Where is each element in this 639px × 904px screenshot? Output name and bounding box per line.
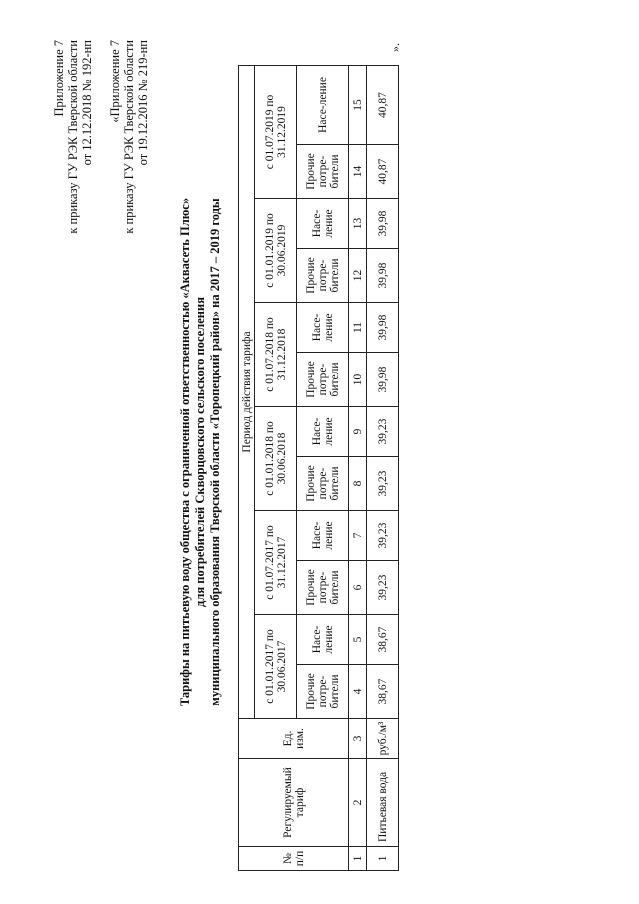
header-population: Насе-ление xyxy=(297,66,349,145)
column-number: 10 xyxy=(349,353,367,407)
column-number: 13 xyxy=(349,199,367,249)
column-number: 6 xyxy=(349,561,367,615)
column-number: 3 xyxy=(349,719,367,759)
header-period-cell: с 01.01.2019 по 30.06.2019 xyxy=(255,199,297,303)
header-other-consumers: Прочие потре-бители xyxy=(297,353,349,407)
tariff-value: 38,67 xyxy=(367,665,399,719)
column-number: 8 xyxy=(349,457,367,511)
tariff-value: 39,98 xyxy=(367,249,399,303)
header-other-consumers: Прочие потре-бители xyxy=(297,457,349,511)
column-number: 14 xyxy=(349,145,367,199)
tariff-value: 39,98 xyxy=(367,199,399,249)
header-period-cell: с 01.01.2018 по 30.06.2018 xyxy=(255,407,297,511)
tariff-value: 39,23 xyxy=(367,407,399,457)
tariff-value: 39,98 xyxy=(367,303,399,353)
appendix-line: Приложение 7 xyxy=(52,40,66,117)
column-number: 15 xyxy=(349,66,367,145)
column-number-row xyxy=(349,66,367,871)
header-population: Насе-ление xyxy=(297,615,349,665)
column-number: 9 xyxy=(349,407,367,457)
appendix-line: к приказу ГУ РЭК Тверской области xyxy=(122,40,136,234)
column-number: 2 xyxy=(349,759,367,847)
appendix-line: к приказу ГУ РЭК Тверской области xyxy=(66,40,80,234)
tariff-value: 39,98 xyxy=(367,353,399,407)
tariff-value: 39,23 xyxy=(367,561,399,615)
closing-quote: ». xyxy=(388,43,402,52)
header-row-1 xyxy=(239,66,255,871)
title-line: муниципального образования Тверской области «Торопецкий район» на 2017 – 2019 годы xyxy=(208,198,222,706)
column-number: 4 xyxy=(349,665,367,719)
header-population: Насе-ление xyxy=(297,511,349,561)
appendix-block-original xyxy=(108,40,150,234)
title-line: Тарифы на питьевую воду общества с ограниченной ответственностью «Аквасеть Плюс» xyxy=(178,197,192,707)
header-period-cell: с 01.07.2017 по 31.12.2017 xyxy=(255,511,297,615)
header-other-consumers: Прочие потре-бители xyxy=(297,249,349,303)
appendix-line: «Приложение 7 xyxy=(108,40,122,123)
column-number: 12 xyxy=(349,249,367,303)
column-number: 7 xyxy=(349,511,367,561)
header-period-cell: с 01.07.2018 по 31.12.2018 xyxy=(255,303,297,407)
tariff-value: 39,23 xyxy=(367,511,399,561)
tariff-value: 40,87 xyxy=(367,66,399,145)
header-period: Период действия тарифа xyxy=(239,66,255,719)
column-number: 1 xyxy=(349,847,367,871)
header-other-consumers: Прочие потре-бители xyxy=(297,145,349,199)
header-period-cell: с 01.01.2017 по 30.06.2017 xyxy=(255,615,297,719)
row-unit: руб./м³ xyxy=(367,719,399,759)
row-tariff-name: Питьевая вода xyxy=(367,759,399,847)
header-unit: Ед. изм. xyxy=(239,719,349,759)
title-line: для потребителей Скворцовского сельского поселения xyxy=(193,297,207,607)
column-number: 11 xyxy=(349,303,367,353)
appendix-line: от 19.12.2016 № 219-нп xyxy=(136,40,150,166)
header-population: Насе-ление xyxy=(297,303,349,353)
header-other-consumers: Прочие потре-бители xyxy=(297,665,349,719)
column-number: 5 xyxy=(349,615,367,665)
header-population: Насе-ление xyxy=(297,407,349,457)
appendix-block-current xyxy=(52,40,94,234)
document-title xyxy=(178,0,223,904)
tariff-value: 38,67 xyxy=(367,615,399,665)
header-other-consumers: Прочие потре-бители xyxy=(297,561,349,615)
row-number: 1 xyxy=(367,847,399,871)
appendix-line: от 12.12.2018 № 192-нп xyxy=(80,40,94,166)
tariff-table xyxy=(238,65,399,871)
header-number: № п/п xyxy=(239,847,349,871)
header-period-cell: с 01.07.2019 по 31.12.2019 xyxy=(255,66,297,199)
tariff-value: 39,23 xyxy=(367,457,399,511)
header-population: Насе-ление xyxy=(297,199,349,249)
table-row xyxy=(367,66,399,871)
header-tariff: Регулируемый тариф xyxy=(239,759,349,847)
tariff-value: 40,87 xyxy=(367,145,399,199)
